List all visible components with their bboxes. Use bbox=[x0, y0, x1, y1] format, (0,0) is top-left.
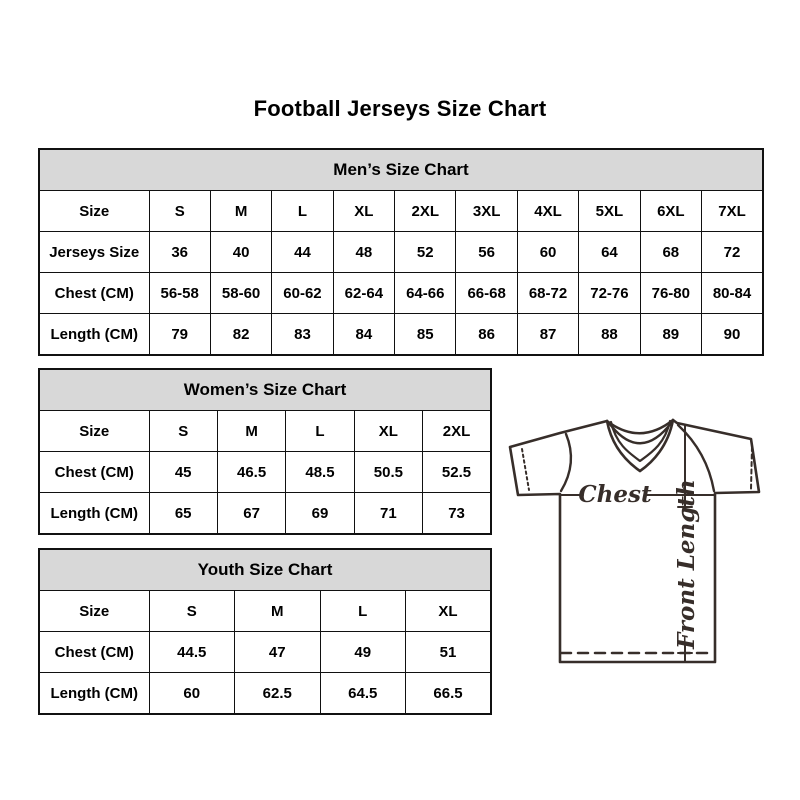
value-cell: 66.5 bbox=[406, 673, 492, 715]
value-cell: 68-72 bbox=[517, 273, 578, 314]
value-cell: 48.5 bbox=[286, 452, 354, 493]
value-cell: 85 bbox=[395, 314, 456, 356]
value-cell: 46.5 bbox=[217, 452, 285, 493]
value-cell: 90 bbox=[702, 314, 763, 356]
row-label-cell: Chest (CM) bbox=[39, 632, 149, 673]
value-cell: 40 bbox=[210, 232, 271, 273]
table-title-row bbox=[39, 549, 491, 591]
value-cell: 49 bbox=[320, 632, 406, 673]
value-cell: M bbox=[235, 591, 321, 632]
value-cell: 64 bbox=[579, 232, 640, 273]
jersey-measurement-diagram bbox=[495, 400, 775, 680]
value-cell: 83 bbox=[272, 314, 333, 356]
value-cell: 6XL bbox=[640, 191, 701, 232]
table-row bbox=[39, 591, 491, 632]
womens-size-table bbox=[38, 368, 492, 535]
value-cell: 60 bbox=[149, 673, 235, 715]
left-cuff-stitch-line bbox=[522, 449, 529, 490]
value-cell: 73 bbox=[423, 493, 491, 535]
value-cell: 89 bbox=[640, 314, 701, 356]
value-cell: S bbox=[149, 591, 235, 632]
table-row bbox=[39, 314, 763, 356]
value-cell: 45 bbox=[149, 452, 217, 493]
row-label-cell: Length (CM) bbox=[39, 314, 149, 356]
table-row bbox=[39, 673, 491, 715]
value-cell: 50.5 bbox=[354, 452, 422, 493]
value-cell: 62.5 bbox=[235, 673, 321, 715]
row-label-cell: Size bbox=[39, 411, 149, 452]
row-label-cell: Chest (CM) bbox=[39, 452, 149, 493]
table-row bbox=[39, 452, 491, 493]
value-cell: L bbox=[320, 591, 406, 632]
value-cell: M bbox=[210, 191, 271, 232]
value-cell: 64.5 bbox=[320, 673, 406, 715]
row-label-cell: Length (CM) bbox=[39, 673, 149, 715]
value-cell: 71 bbox=[354, 493, 422, 535]
value-cell: 68 bbox=[640, 232, 701, 273]
value-cell: 69 bbox=[286, 493, 354, 535]
value-cell: L bbox=[286, 411, 354, 452]
value-cell: 88 bbox=[579, 314, 640, 356]
value-cell: 3XL bbox=[456, 191, 517, 232]
value-cell: S bbox=[149, 191, 210, 232]
value-cell: S bbox=[149, 411, 217, 452]
table-row bbox=[39, 411, 491, 452]
value-cell: 56-58 bbox=[149, 273, 210, 314]
chest-label: Chest bbox=[578, 481, 652, 508]
value-cell: 87 bbox=[517, 314, 578, 356]
value-cell: 82 bbox=[210, 314, 271, 356]
value-cell: 65 bbox=[149, 493, 217, 535]
value-cell: 58-60 bbox=[210, 273, 271, 314]
value-cell: 86 bbox=[456, 314, 517, 356]
value-cell: 60-62 bbox=[272, 273, 333, 314]
value-cell: XL bbox=[333, 191, 394, 232]
value-cell: 66-68 bbox=[456, 273, 517, 314]
value-cell: 52 bbox=[395, 232, 456, 273]
value-cell: 64-66 bbox=[395, 273, 456, 314]
value-cell: 48 bbox=[333, 232, 394, 273]
value-cell: 47 bbox=[235, 632, 321, 673]
page-title: Football Jerseys Size Chart bbox=[253, 96, 547, 121]
table-title: Youth Size Chart bbox=[39, 549, 491, 591]
value-cell: 60 bbox=[517, 232, 578, 273]
table-title: Men’s Size Chart bbox=[39, 149, 763, 191]
value-cell: 84 bbox=[333, 314, 394, 356]
value-cell: 2XL bbox=[395, 191, 456, 232]
value-cell: 2XL bbox=[423, 411, 491, 452]
left-armhole-seam bbox=[561, 434, 571, 491]
row-label-cell: Size bbox=[39, 591, 149, 632]
value-cell: 72-76 bbox=[579, 273, 640, 314]
table-row bbox=[39, 632, 491, 673]
value-cell: 36 bbox=[149, 232, 210, 273]
value-cell: 7XL bbox=[702, 191, 763, 232]
value-cell: 44.5 bbox=[149, 632, 235, 673]
youth-size-table bbox=[38, 548, 492, 715]
table-title-row bbox=[39, 369, 491, 411]
row-label-cell: Chest (CM) bbox=[39, 273, 149, 314]
value-cell: 76-80 bbox=[640, 273, 701, 314]
value-cell: 79 bbox=[149, 314, 210, 356]
value-cell: 72 bbox=[702, 232, 763, 273]
value-cell: L bbox=[272, 191, 333, 232]
mens-size-table bbox=[38, 148, 764, 356]
front-length-label: Front Length bbox=[673, 479, 700, 649]
row-label-cell: Size bbox=[39, 191, 149, 232]
value-cell: 51 bbox=[406, 632, 492, 673]
table-row bbox=[39, 493, 491, 535]
table-row bbox=[39, 273, 763, 314]
value-cell: 44 bbox=[272, 232, 333, 273]
row-label-cell: Length (CM) bbox=[39, 493, 149, 535]
value-cell: 62-64 bbox=[333, 273, 394, 314]
table-title: Women’s Size Chart bbox=[39, 369, 491, 411]
value-cell: 5XL bbox=[579, 191, 640, 232]
table-title-row bbox=[39, 149, 763, 191]
value-cell: 67 bbox=[217, 493, 285, 535]
value-cell: 52.5 bbox=[423, 452, 491, 493]
value-cell: XL bbox=[406, 591, 492, 632]
value-cell: 80-84 bbox=[702, 273, 763, 314]
table-row bbox=[39, 191, 763, 232]
value-cell: 4XL bbox=[517, 191, 578, 232]
value-cell: 56 bbox=[456, 232, 517, 273]
value-cell: M bbox=[217, 411, 285, 452]
row-label-cell: Jerseys Size bbox=[39, 232, 149, 273]
table-row bbox=[39, 232, 763, 273]
value-cell: XL bbox=[354, 411, 422, 452]
